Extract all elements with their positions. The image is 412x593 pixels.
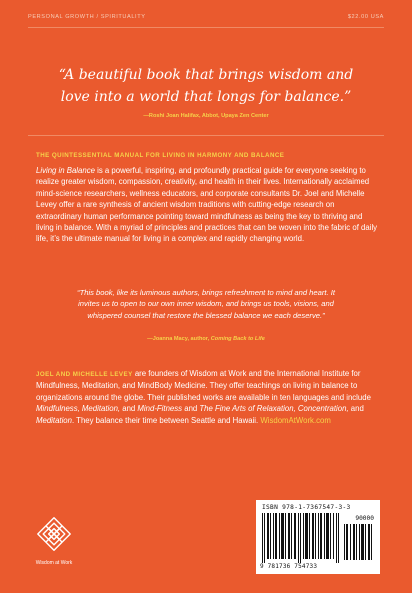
bio-book-4: Meditation (36, 415, 72, 425)
bio-text-3: and (182, 404, 200, 414)
bio-text-4: and (348, 404, 364, 414)
middle-divider (28, 135, 384, 136)
attribution-book: Coming Back to Life (210, 336, 265, 342)
bio-text-1: are founders of Wisdom at Work and the International Institute for Mindfulness, Meditation, and MindBody Medicine. They offer teachings on living in balance to organizations around the globe. Their published works are available in ten languages and include (36, 369, 371, 402)
category-label: PERSONAL GROWTH / SPIRITUALITY (28, 14, 146, 20)
barcode-digits: 9 781736 754733 (260, 563, 318, 570)
bio-book-1: Mindfulness, Meditation, (36, 404, 121, 414)
description-body: is a powerful, inspiring, and profoundly practical guide for everyone seeking to realize greater wisdom, compassion, creativity, and health in their lives. Internationally acclaimed mind-science researchers, wellness educators, and corporate consultants Dr. Joel and Michelle Levey offer a rare synthesis of ancient wisdom traditions with cutting-edge research on extraordinary human performance pointing toward mindfulness as being the key to thriving and living in balance. With a myriad of principles and practices that can be woven into the fabric of daily life, it’s the ultimate manual for living in a complex and rapidly changing world. (36, 166, 378, 244)
endless-knot-icon (36, 516, 72, 552)
author-bio (36, 368, 382, 426)
website-link[interactable]: WisdomAtWork.com (260, 415, 331, 425)
publisher-label: Wisdom at Work (35, 560, 73, 566)
barcode-main-bars (262, 513, 340, 563)
isbn-barcode (256, 500, 380, 574)
endorsement-attribution-halifax: —Roshi Joan Halifax, Abbot, Upaya Zen Center (143, 113, 269, 119)
endorsement-quote-halifax: “A beautiful book that brings wisdom and love into a world that longs for balance.” (58, 67, 354, 105)
barcode-addon-bars (344, 524, 374, 560)
bio-book-3: The Fine Arts of Relaxation, Concentration, (199, 404, 349, 414)
endorsement-quote-macy: “This book, like its luminous authors, brings refreshment to mind and heart. It invites us to open to our own inner wisdom, and brings us tools, visions, and whispered counsel that restore the blessed balance we each deserve.” (77, 288, 335, 320)
price-label: $22.00 USA (347, 14, 384, 20)
author-names: JOEL AND MICHELLE LEVEY (36, 371, 133, 378)
top-divider (28, 27, 384, 28)
isbn-number: ISBN 978-1-7367547-3-3 (262, 504, 351, 511)
book-title: Living in Balance (36, 166, 95, 175)
bio-book-2: Mind-Fitness (137, 404, 183, 414)
tagline-heading: THE QUINTESSENTIAL MANUAL FOR LIVING IN HARMONY AND BALANCE (36, 152, 285, 159)
attribution-author: —Joanna Macy, author, (147, 336, 211, 342)
bio-text-2: and (120, 404, 138, 414)
book-description (36, 165, 382, 245)
price-code: 90000 (355, 515, 374, 522)
endorsement-attribution-macy (0, 336, 412, 342)
bio-text-5: . They balance their time between Seattle and Hawaii. (71, 415, 261, 425)
top-bar (28, 14, 384, 20)
